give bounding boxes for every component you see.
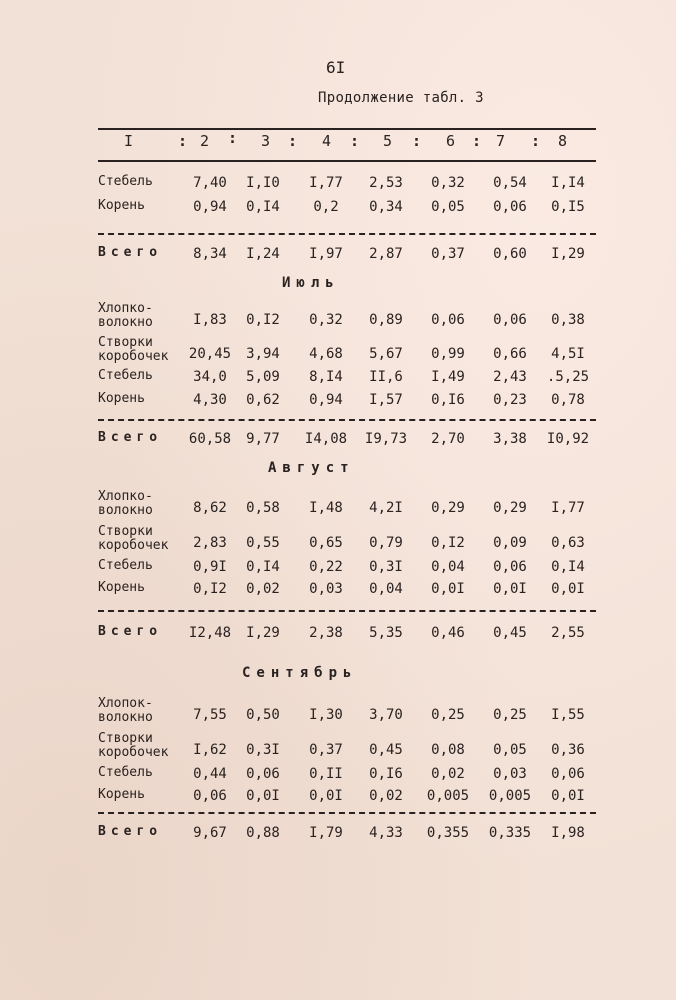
cell-value: 0,99 xyxy=(431,346,465,362)
cell-value: 0,29 xyxy=(493,500,527,516)
cell-value: 0,29 xyxy=(431,500,465,516)
cell-value: 0,005 xyxy=(488,788,532,804)
column-header: 6 xyxy=(446,132,456,150)
cell-value: I,29 xyxy=(551,246,585,262)
cell-value: 0,25 xyxy=(493,707,527,723)
cell-value: 0,22 xyxy=(309,559,343,575)
row-label: Хлопок- волокно xyxy=(98,696,153,725)
section-title-july: Июль xyxy=(282,275,340,291)
cell-value: I,98 xyxy=(551,825,585,841)
cell-value: 0,05 xyxy=(493,742,527,758)
cell-value: 0,02 xyxy=(431,766,465,782)
total-separator-rule xyxy=(98,610,596,612)
cell-value: 0,94 xyxy=(309,392,343,408)
row-label: Стебель xyxy=(98,368,153,383)
cell-value: 0,355 xyxy=(426,825,470,841)
cell-value: 8,62 xyxy=(193,500,227,516)
row-label: Стебель xyxy=(98,174,153,189)
cell-value: 0,2 xyxy=(313,199,339,215)
cell-value: 5,67 xyxy=(369,346,403,362)
cell-value: 7,55 xyxy=(193,707,227,723)
cell-value: 0,50 xyxy=(246,707,280,723)
total-separator-rule xyxy=(98,812,596,814)
cell-value: 0,55 xyxy=(246,535,280,551)
cell-value: 0,02 xyxy=(246,581,280,597)
cell-value: 0,9I xyxy=(193,559,227,575)
cell-value: 0,04 xyxy=(431,559,465,575)
cell-value: 60,58 xyxy=(188,431,232,447)
total-label: Всего xyxy=(98,430,163,445)
total-row xyxy=(98,822,598,844)
cell-value: 0,03 xyxy=(309,581,343,597)
cell-value: 0,0I xyxy=(551,788,585,804)
table-row xyxy=(98,490,598,518)
cell-value: 3,94 xyxy=(246,346,280,362)
cell-value: 0,005 xyxy=(426,788,470,804)
page-number: 6I xyxy=(326,58,346,77)
total-separator-rule xyxy=(98,419,596,421)
row-label: Створки коробочек xyxy=(98,524,169,553)
cell-value: 0,23 xyxy=(493,392,527,408)
cell-value: 2,87 xyxy=(369,246,403,262)
cell-value: 0,0I xyxy=(246,788,280,804)
table-row xyxy=(98,525,598,553)
cell-value: I,I4 xyxy=(551,175,585,191)
cell-value: I4,08 xyxy=(304,431,348,447)
cell-value: 0,I5 xyxy=(551,199,585,215)
cell-value: 4,30 xyxy=(193,392,227,408)
row-label: Стебель xyxy=(98,765,153,780)
cell-value: 20,45 xyxy=(188,346,232,362)
cell-value: I,62 xyxy=(193,742,227,758)
table-row xyxy=(98,389,598,411)
cell-value: I,57 xyxy=(369,392,403,408)
cell-value: 0,0I xyxy=(431,581,465,597)
table-row xyxy=(98,732,598,760)
cell-value: 0,94 xyxy=(193,199,227,215)
cell-value: 4,68 xyxy=(309,346,343,362)
total-row xyxy=(98,243,598,265)
cell-value: I,24 xyxy=(246,246,280,262)
cell-value: I9,73 xyxy=(364,431,408,447)
cell-value: 0,06 xyxy=(493,559,527,575)
cell-value: 0,89 xyxy=(369,312,403,328)
column-separator: : xyxy=(412,132,422,150)
cell-value: I,49 xyxy=(431,369,465,385)
cell-value: I,55 xyxy=(551,707,585,723)
cell-value: 0,06 xyxy=(431,312,465,328)
row-label: Створки коробочек xyxy=(98,731,169,760)
table-header-row xyxy=(98,129,596,156)
cell-value: 3,70 xyxy=(369,707,403,723)
cell-value: 0,79 xyxy=(369,535,403,551)
cell-value: 0,62 xyxy=(246,392,280,408)
cell-value: 0,45 xyxy=(369,742,403,758)
cell-value: II,6 xyxy=(369,369,403,385)
cell-value: 0,06 xyxy=(493,199,527,215)
table-row xyxy=(98,556,598,578)
cell-value: 4,33 xyxy=(369,825,403,841)
table-row xyxy=(98,763,598,785)
cell-value: 5,35 xyxy=(369,625,403,641)
cell-value: 3,38 xyxy=(493,431,527,447)
cell-value: 0,I4 xyxy=(246,199,280,215)
table-row xyxy=(98,697,598,725)
cell-value: 0,0I xyxy=(551,581,585,597)
cell-value: I,48 xyxy=(309,500,343,516)
row-label: Корень xyxy=(98,787,145,802)
cell-value: 2,55 xyxy=(551,625,585,641)
cell-value: 0,46 xyxy=(431,625,465,641)
column-separator: : xyxy=(350,132,360,150)
cell-value: 0,37 xyxy=(431,246,465,262)
cell-value: I,97 xyxy=(309,246,343,262)
cell-value: 0,06 xyxy=(246,766,280,782)
cell-value: 0,I2 xyxy=(193,581,227,597)
cell-value: 0,25 xyxy=(431,707,465,723)
cell-value: 0,I2 xyxy=(431,535,465,551)
row-label: Хлопко- волокно xyxy=(98,489,153,518)
row-label: Стебель xyxy=(98,558,153,573)
cell-value: I0,92 xyxy=(546,431,590,447)
column-header: I xyxy=(124,132,134,150)
cell-value: 0,63 xyxy=(551,535,585,551)
table-row xyxy=(98,302,598,330)
cell-value: 0,06 xyxy=(193,788,227,804)
cell-value: 4,2I xyxy=(369,500,403,516)
cell-value: 0,3I xyxy=(246,742,280,758)
column-header: 3 xyxy=(261,132,271,150)
cell-value: 0,I6 xyxy=(369,766,403,782)
column-header: 8 xyxy=(558,132,568,150)
cell-value: 0,60 xyxy=(493,246,527,262)
cell-value: 0,08 xyxy=(431,742,465,758)
column-header: 2 xyxy=(200,132,210,150)
cell-value: I,29 xyxy=(246,625,280,641)
table-row xyxy=(98,172,598,194)
cell-value: 0,06 xyxy=(551,766,585,782)
cell-value: 0,II xyxy=(309,766,343,782)
cell-value: 0,3I xyxy=(369,559,403,575)
cell-value: 0,I6 xyxy=(431,392,465,408)
table-row xyxy=(98,578,598,600)
cell-value: .5,25 xyxy=(546,369,590,385)
cell-value: 0,06 xyxy=(493,312,527,328)
table-row xyxy=(98,366,598,388)
cell-value: 0,32 xyxy=(309,312,343,328)
section-title-august: Август xyxy=(268,460,355,476)
cell-value: 0,32 xyxy=(431,175,465,191)
cell-value: 0,09 xyxy=(493,535,527,551)
cell-value: 9,67 xyxy=(193,825,227,841)
column-header: 4 xyxy=(322,132,332,150)
cell-value: 0,04 xyxy=(369,581,403,597)
cell-value: 4,5I xyxy=(551,346,585,362)
row-label: Корень xyxy=(98,391,145,406)
cell-value: 0,34 xyxy=(369,199,403,215)
cell-value: 0,I2 xyxy=(246,312,280,328)
cell-value: 2,70 xyxy=(431,431,465,447)
cell-value: I,77 xyxy=(309,175,343,191)
cell-value: 0,44 xyxy=(193,766,227,782)
cell-value: 0,02 xyxy=(369,788,403,804)
total-separator-rule xyxy=(98,233,596,235)
column-separator: : xyxy=(178,132,188,150)
cell-value: 0,335 xyxy=(488,825,532,841)
cell-value: 0,37 xyxy=(309,742,343,758)
cell-value: I,77 xyxy=(551,500,585,516)
total-row xyxy=(98,622,598,644)
table-row xyxy=(98,196,598,218)
cell-value: I2,48 xyxy=(188,625,232,641)
table-caption: Продолжение табл. 3 xyxy=(318,90,484,106)
cell-value: 0,0I xyxy=(493,581,527,597)
column-separator: : xyxy=(472,132,482,150)
cell-value: 2,38 xyxy=(309,625,343,641)
cell-value: 2,83 xyxy=(193,535,227,551)
cell-value: 7,40 xyxy=(193,175,227,191)
table-header-rule xyxy=(98,160,596,162)
row-label: Хлопко- волокно xyxy=(98,301,153,330)
table-row xyxy=(98,336,598,364)
cell-value: 0,58 xyxy=(246,500,280,516)
cell-value: 0,78 xyxy=(551,392,585,408)
table-top-rule xyxy=(98,128,596,130)
section-title-september: Сентябрь xyxy=(242,665,358,681)
column-separator: : xyxy=(288,132,298,150)
row-label: Корень xyxy=(98,580,145,595)
column-header: 7 xyxy=(496,132,506,150)
cell-value: 5,09 xyxy=(246,369,280,385)
total-label: Всего xyxy=(98,624,163,639)
column-separator: : xyxy=(228,129,238,147)
cell-value: I,I0 xyxy=(246,175,280,191)
cell-value: 0,I4 xyxy=(551,559,585,575)
cell-value: 0,03 xyxy=(493,766,527,782)
column-header: 5 xyxy=(383,132,393,150)
total-label: Всего xyxy=(98,245,163,260)
cell-value: 0,I4 xyxy=(246,559,280,575)
cell-value: 8,I4 xyxy=(309,369,343,385)
cell-value: 0,36 xyxy=(551,742,585,758)
cell-value: 2,43 xyxy=(493,369,527,385)
cell-value: 0,54 xyxy=(493,175,527,191)
column-separator: : xyxy=(531,132,541,150)
total-label: Всего xyxy=(98,824,163,839)
cell-value: 0,0I xyxy=(309,788,343,804)
row-label: Створки коробочек xyxy=(98,335,169,364)
cell-value: 0,38 xyxy=(551,312,585,328)
cell-value: 0,45 xyxy=(493,625,527,641)
cell-value: 0,65 xyxy=(309,535,343,551)
cell-value: 34,0 xyxy=(193,369,227,385)
cell-value: 8,34 xyxy=(193,246,227,262)
cell-value: 0,66 xyxy=(493,346,527,362)
cell-value: I,79 xyxy=(309,825,343,841)
row-label: Корень xyxy=(98,198,145,213)
table-row xyxy=(98,785,598,807)
cell-value: 9,77 xyxy=(246,431,280,447)
cell-value: 0,88 xyxy=(246,825,280,841)
cell-value: I,30 xyxy=(309,707,343,723)
cell-value: 0,05 xyxy=(431,199,465,215)
cell-value: I,83 xyxy=(193,312,227,328)
total-row xyxy=(98,428,598,450)
cell-value: 2,53 xyxy=(369,175,403,191)
